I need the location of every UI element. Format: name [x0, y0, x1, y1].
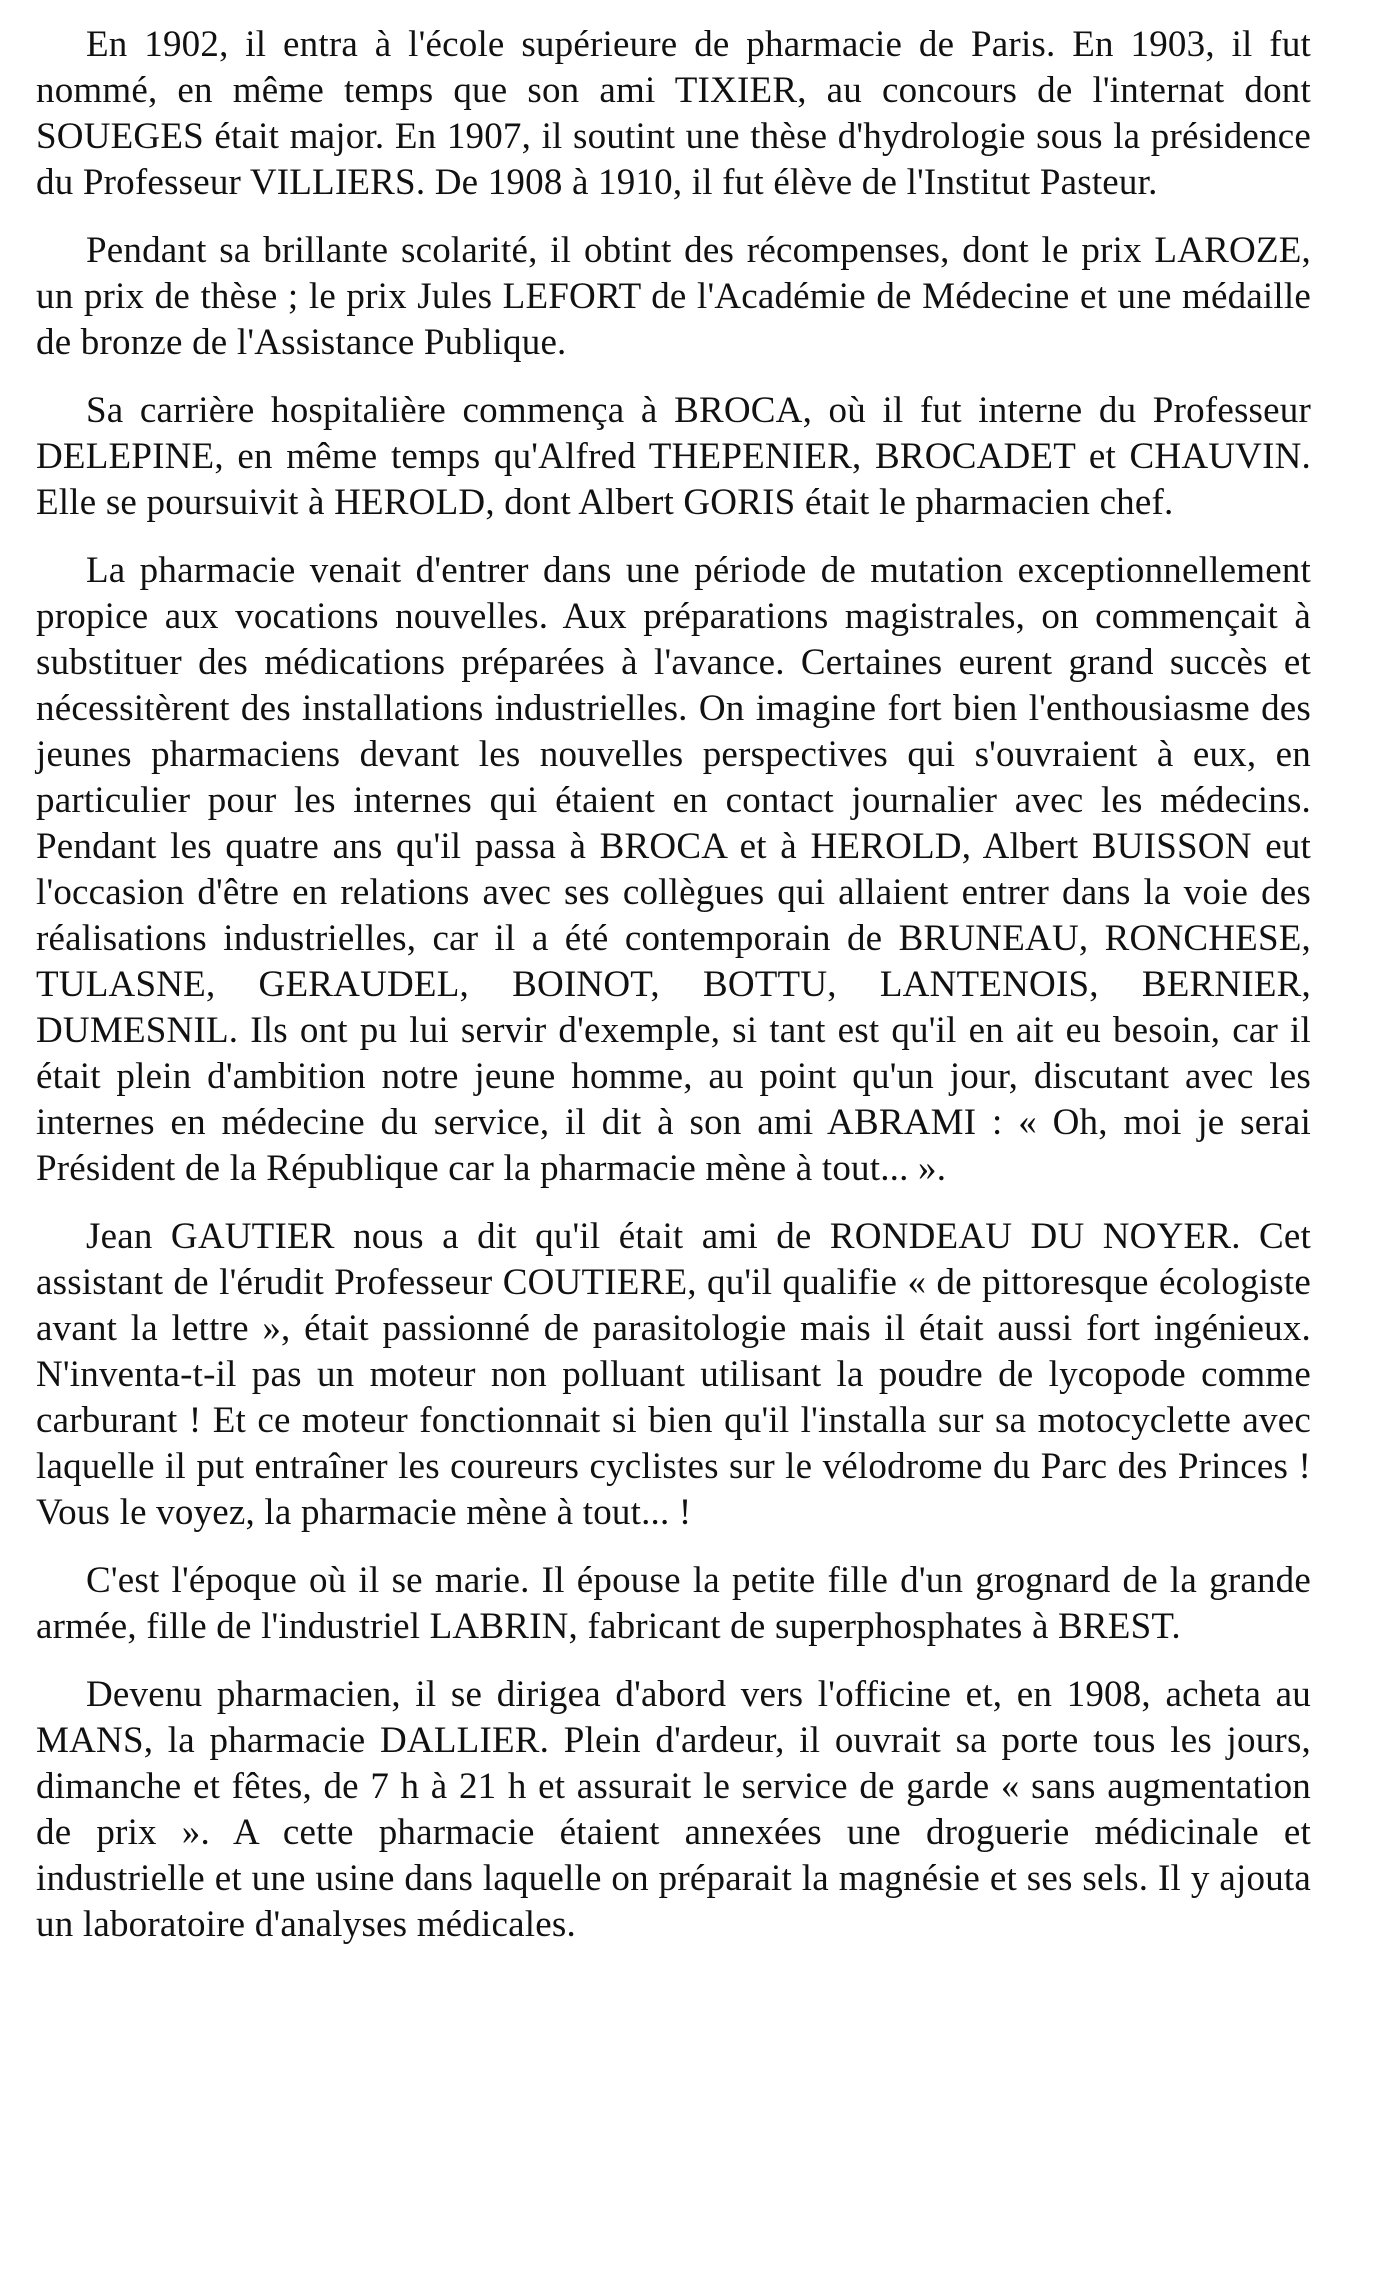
- paragraph-pharmacy-mutation: La pharmacie venait d'entrer dans une période de mutation exceptionnellement propice aux vocations nouvelles. Aux préparations magistrales, on commençait à substituer des médications préparées à l'avance. Certaines eurent grand succès et nécessitèrent des installations industrielles. On imagine fort bien l'enthousiasme des jeunes pharmaciens devant les nouvelles perspectives qui s'ouvraient à eux, en particulier pour les internes qui étaient en contact journalier avec les médecins. Pendant les quatre ans qu'il passa à BROCA et à HEROLD, Albert BUISSON eut l'occasion d'être en relations avec ses collègues qui allaient entrer dans la voie des réalisations industrielles, car il a été contemporain de BRUNEAU, RONCHESE, TULASNE, GERAUDEL, BOINOT, BOTTU, LANTENOIS, BERNIER, DUMESNIL. Ils ont pu lui servir d'exemple, si tant est qu'il en ait eu besoin, car il était plein d'ambition notre jeune homme, au point qu'un jour, discutant avec les internes en médecine du service, il dit à son ami ABRAMI : « Oh, moi je serai Président de la République car la pharmacie mène à tout... ».: [36, 550, 1311, 1189]
- paragraph-awards: Pendant sa brillante scolarité, il obtint des récompenses, dont le prix LAROZE, un prix de thèse ; le prix Jules LEFORT de l'Académie de Médecine et une médaille de bronze de l'Assistance Publique.: [36, 230, 1311, 363]
- paragraph-rondeau-du-noyer: Jean GAUTIER nous a dit qu'il était ami de RONDEAU DU NOYER. Cet assistant de l'érudit Professeur COUTIERE, qu'il qualifie « de pittoresque écologiste avant la lettre », était passionné de parasitologie mais il était aussi fort ingénieux. N'inventa-t-il pas un moteur non polluant utilisant la poudre de lycopode comme carburant ! Et ce moteur fonctionnait si bien qu'il l'installa sur sa motocyclette avec laquelle il put entraîner les coureurs cyclistes sur le vélodrome du Parc des Princes ! Vous le voyez, la pharmacie mène à tout... !: [36, 1216, 1311, 1533]
- paragraph-marriage: C'est l'époque où il se marie. Il épouse la petite fille d'un grognard de la grande armée, fille de l'industriel LABRIN, fabricant de superphosphates à BREST.: [36, 1560, 1311, 1647]
- paragraph-hospital-career: Sa carrière hospitalière commença à BROCA, où il fut interne du Professeur DELEPINE, en même temps qu'Alfred THEPENIER, BROCADET et CHAUVIN. Elle se poursuivit à HEROLD, dont Albert GORIS était le pharmacien chef.: [36, 390, 1311, 523]
- paragraph-officine: Devenu pharmacien, il se dirigea d'abord vers l'officine et, en 1908, acheta au MANS, la pharmacie DALLIER. Plein d'ardeur, il ouvrait sa porte tous les jours, dimanche et fêtes, de 7 h à 21 h et assurait le service de garde « sans augmentation de prix ». A cette pharmacie étaient annexées une droguerie médicinale et industrielle et une usine dans laquelle on préparait la magnésie et ses sels. Il y ajouta un laboratoire d'analyses médicales.: [36, 1674, 1311, 1945]
- document-page: [36, 22, 1311, 1970]
- paragraph-education: En 1902, il entra à l'école supérieure de pharmacie de Paris. En 1903, il fut nommé, en même temps que son ami TIXIER, au concours de l'internat dont SOUEGES était major. En 1907, il soutint une thèse d'hydrologie sous la présidence du Professeur VILLIERS. De 1908 à 1910, il fut élève de l'Institut Pasteur.: [36, 24, 1311, 203]
